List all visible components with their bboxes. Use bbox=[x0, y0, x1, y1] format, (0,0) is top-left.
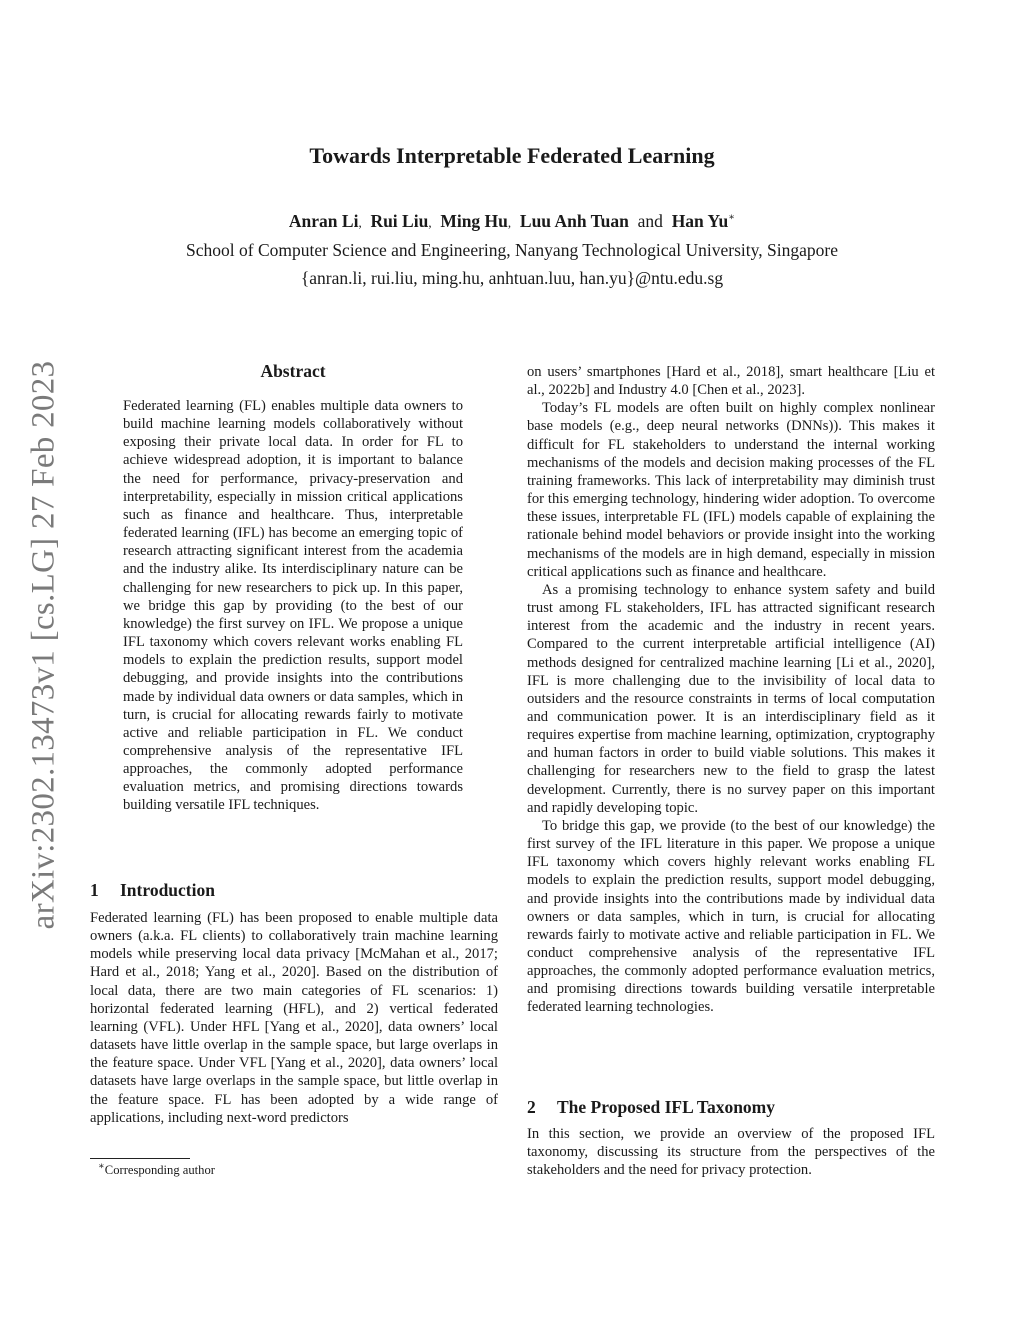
intro-paragraph: Federated learning (FL) has been proposed to enable multiple data owners (a.k.a. FL clients) to collaboratively train machine learning models while preserving local data privacy [McMahan et al., 2017; Hard et al., 2018; Yang et al., 2020]. Based on the distribution of local data, there are two main categories of FL scenarios: 1) horizontal federated learning (HFL), and 2) vertical federated learning (VFL). Under HFL [Yang et al., 2020], data owners’ local datasets have little overlap in the sample space, but large overlaps in the feature space. Under VFL [Yang et al., 2020], data owners’ local datasets have large overlaps in the sample space, but little overlap in the feature space. FL has been adopted by a wide range of applications, including next-word predictors bbox=[90, 910, 498, 1126]
footnote-mark: ∗ bbox=[98, 1161, 105, 1172]
section-heading-taxonomy bbox=[527, 1097, 775, 1118]
author-name: Anran Li bbox=[288, 211, 359, 231]
author-list: Anran Li, Rui Liu, Ming Hu, Luu Anh Tuan and Han Yu∗ bbox=[288, 211, 736, 231]
footnote bbox=[98, 1161, 215, 1178]
author-name: Ming Hu bbox=[440, 211, 508, 231]
intro-paragraph: As a promising technology to enhance system safety and build trust among FL stakeholders, IFL has attracted significant research interest from the academic and the industry in recent years. Compared to the current interpretable artificial intelligence (AI) methods designed for centralized machine learning [Li et al., 2020], IFL is more challenging due to the invisibility of local data to outsiders and the resource constraints in terms of local computation and communication power. It is an interdisciplinary field as it requires expertise from machine learning, optimization, cryptography and human factors in order to build viable solutions. This makes it challenging for researchers new to the field to grasp the latest development. Currently, there is no survey paper on this important and rapidly developing topic. bbox=[527, 581, 935, 816]
author-name: Han Yu bbox=[671, 211, 729, 231]
section-number: 1 bbox=[90, 880, 99, 900]
author-conjunction: and bbox=[637, 211, 663, 231]
section-title: Introduction bbox=[120, 880, 215, 900]
abstract-body bbox=[123, 397, 463, 815]
author-emails: {anran.li, rui.liu, ming.hu, anhtuan.luu, han.yu}@ntu.edu.sg bbox=[300, 268, 724, 288]
author-name: Luu Anh Tuan bbox=[519, 211, 629, 231]
taxonomy-intro-text bbox=[527, 1125, 935, 1179]
left-column-text bbox=[90, 909, 498, 1127]
abstract-text: Federated learning (FL) enables multiple data owners to build machine learning models collaboratively without exposing their private local data. In order for FL to achieve widespread adoption, it is important to balance the need for performance, privacy-preservation and interpretability, especially in mission critical applications such as finance and healthcare. Thus, interpretable federated learning (IFL) has become an emerging topic of research attracting significant interest from the academia and the industry alike. Its interdisciplinary nature can be challenging for new researchers to pick up. In this paper, we bridge this gap by providing (to the best of our knowledge) the first survey on IFL. We propose a unique IFL taxonomy which covers relevant works enabling FL models to explain the prediction results, support model debugging, and provide insights into the contributions made by individual data owners or data samples, which in turn, is crucial for allocating rewards fairly to motivate active and reliable participation in FL. We conduct comprehensive analysis of the representative IFL approaches, the commonly adopted performance evaluation metrics, and promising directions towards building versatile IFL techniques. bbox=[123, 398, 463, 814]
paper-title: Towards Interpretable Federated Learning bbox=[309, 143, 715, 168]
section-heading-introduction bbox=[90, 880, 215, 901]
intro-paragraph: To bridge this gap, we provide (to the best of our knowledge) the first survey of the IFL literature in this paper. We propose a unique IFL taxonomy which covers highly relevant works enabling FL models to explain the prediction results, support model debugging, and provide insights into the contributions made by individual data owners or data samples, which in turn, is crucial for allocating rewards fairly to motivate active and reliable participation in FL. We conduct comprehensive analysis of the representative IFL approaches, the commonly adopted performance evaluation metrics, and promising directions towards building versatile interpretable federated learning technologies. bbox=[527, 817, 935, 1016]
footnote-rule bbox=[90, 1158, 190, 1159]
right-column-text bbox=[527, 363, 935, 1017]
taxonomy-paragraph: In this section, we provide an overview of the proposed IFL taxonomy, discussing its structure from the perspectives of the stakeholders and the need for privacy protection. bbox=[527, 1126, 935, 1179]
corresponding-mark: ∗ bbox=[728, 212, 736, 224]
section-title: The Proposed IFL Taxonomy bbox=[557, 1097, 775, 1117]
section-number: 2 bbox=[527, 1097, 536, 1117]
affiliation: School of Computer Science and Engineering, Nanyang Technological University, Singapore bbox=[186, 240, 838, 260]
abstract-heading: Abstract bbox=[260, 361, 326, 381]
arxiv-stamp: arXiv:2302.13473v1 [cs.LG] 27 Feb 2023 bbox=[25, 360, 62, 930]
intro-paragraph: Today’s FL models are often built on highly complex nonlinear base models (e.g., deep neural networks (DNNs)). This makes it difficult for FL stakeholders to understand the internal working mechanisms of the models and decision making processes of the FL training frameworks. This lack of interpretability may diminish trust for this emerging technology, hindering wider adoption. To overcome these issues, interpretable FL (IFL) models capable of explaining the rationale behind model behaviors or provide insight into the working mechanisms of the models are in high demand, especially in mission critical applications such as finance and healthcare. bbox=[527, 400, 935, 580]
footnote-text: Corresponding author bbox=[104, 1163, 215, 1178]
author-name: Rui Liu bbox=[370, 211, 429, 231]
intro-paragraph-continued: on users’ smartphones [Hard et al., 2018], smart healthcare [Liu et al., 2022b] and Industry 4.0 [Chen et al., 2023]. bbox=[527, 364, 935, 399]
